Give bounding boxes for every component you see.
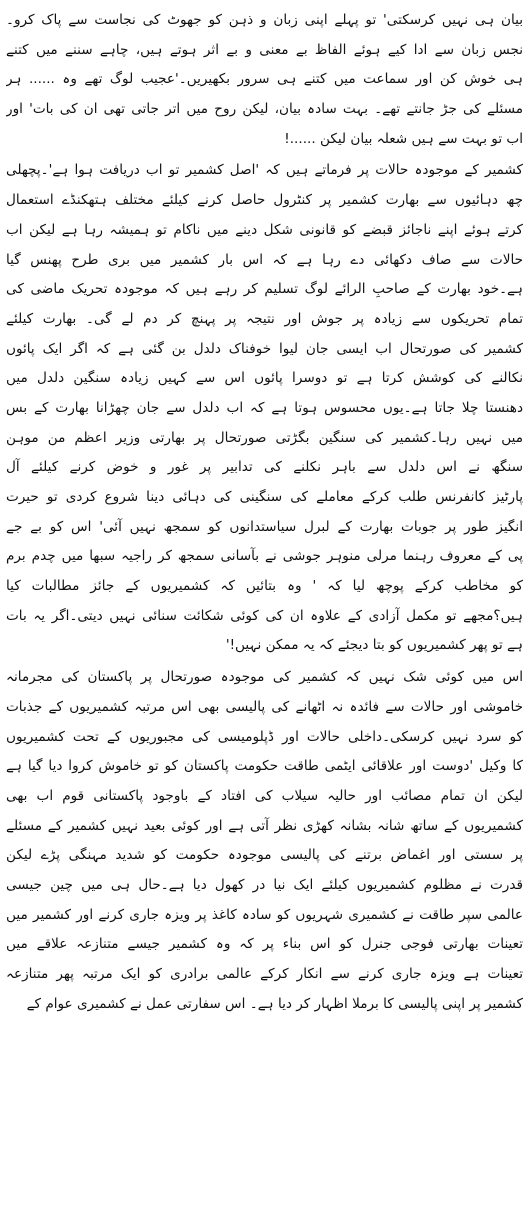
text-line: کشمیر کی صورتحال اب ایسی جان لیوا خوفناک دلدل بن گئی ہے کہ اگر ایک پائوں [6, 340, 523, 357]
text-line: دھنستا چلا جاتا ہے۔یوں محسوس ہوتا ہے کہ اب دلدل سے جان چھڑانا بھارت کے بس [6, 399, 523, 416]
text-line: بیان ہی نہیں کرسکتی' تو پہلے اپنی زبان و ذہن کو جھوٹ کی نجاست سے پاک کرو۔ [6, 12, 523, 28]
text-line: نجس زبان سے ادا کیے ہوئے الفاظ بے معنی و بے اثر ہوتے ہیں، چاہے سننے میں کتنے [6, 41, 523, 58]
text-line: تمام تحریکوں سے زیادہ پر جوش اور نتیجہ پر پہنچ کر دم لے گی۔ بھارت کیلئے [6, 310, 523, 327]
text-line: پارٹیز کانفرنس طلب کرکے معاملے کی سنگینی کی دہائی دینا شروع کردی تو حیرت [6, 489, 523, 505]
article-paragraph [6, 663, 523, 1019]
article-paragraph [6, 156, 523, 661]
text-line: میں نہیں رہا۔کشمیر کی سنگین بگڑتی صورتحال پر بھارتی وزیر اعظم من موہن [6, 429, 523, 446]
text-line: چھ دہائیوں سے بھارت کشمیر پر کنٹرول حاصل کرنے کیلئے مختلف ہتھکنڈے استعمال [6, 192, 523, 209]
text-line: خاموشی اور حالات سے فائدہ نہ اٹھانے کی پالیسی بھی اس مرتبہ کشمیریوں کے جذبات [6, 698, 523, 715]
text-line: ہیں؟مجھے تو مکمل آزادی کے علاوہ ان کی کوئی شکائت سنائی نہیں دیتی۔اگر یہ بات [6, 607, 523, 624]
text-line: لیکن ان تمام مصائب اور حالیہ سیلاب کی افتاد کے باوجود پاکستانی قوم اب بھی [6, 787, 523, 804]
text-line: کشمیر کے موجودہ حالات پر فرماتے ہیں کہ 'اصل کشمیر تو اب دریافت ہوا ہے'۔پچھلی [6, 162, 523, 179]
text-line: ہے۔خود بھارت کے صاحبِ الرائے لوگ تسلیم کر رہے ہیں کہ موجودہ تحریک ماضی کی [6, 281, 523, 298]
text-line: قدرت نے مظلوم کشمیریوں کیلئے ایک نیا در کھول دیا ہے۔حال ہی میں چین جیسی [6, 876, 523, 893]
text-line: اب تو بہت سے ہیں شعلہ بیان لیکن ......! [284, 130, 523, 147]
text-line: کرتے ہوئے اپنے ناجائز قبضے کو قانونی شکل دینے میں ناکام تو ہمیشہ رہا ہے لیکن اب [6, 221, 523, 238]
text-line: تعینات ہے ویزہ جاری کرنے سے انکار کرکے عالمی برادری کو ایک مرتبہ پھر متنازعہ [6, 966, 523, 982]
text-line: حالات سے صاف دکھائی دے رہا ہے کہ اس بار کشمیر میں بری طرح پھنس گیا [6, 251, 523, 268]
text-line: کشمیر پر اپنی پالیسی کا برملا اظہار کر دیا ہے۔ اس سفارتی عمل نے کشمیری عوام کے [26, 995, 523, 1012]
text-line: ہے تو پھر کشمیریوں کو بتا دیجئے کہ یہ ممکن نہیں!' [225, 637, 523, 654]
article-body [6, 6, 523, 1019]
text-line: کو مخاطب کرکے پوچھ لیا کہ ' وہ بتائیں کہ کشمیریوں کے جائز مطالبات کیا [6, 578, 523, 595]
text-line: ہی خوش کن اور سماعت میں کتنے ہی سرور بکھیریں۔'عجیب لوگ تھے وہ ...... ہر [6, 71, 523, 88]
text-line: نکالنے کی کوشش کرتا ہے تو دوسرا پائوں اس سے کہیں زیادہ سنگین دلدل میں [6, 370, 523, 387]
text-line: کشمیریوں کے ساتھ شانہ بشانہ کھڑی نظر آتی ہے اور کوئی بعید نہیں کشمیر کے مسئلے [6, 817, 523, 834]
text-line: سنگھ نے اس دلدل سے باہر نکلنے کی تدابیر پر غور و خوض کرنے کیلئے آل [6, 459, 523, 476]
text-line: انگیز طور پر جوبات بھارت کے لبرل سیاستدانوں کو سمجھ نہیں آئی' اس کو بے جے [6, 518, 523, 535]
article-page [6, 6, 523, 1203]
text-line: کو سرد نہیں کرسکی۔داخلی حالات اور ڈپلومیسی کی مجبوریوں کے تحت کشمیریوں [6, 728, 523, 745]
text-line: اس میں کوئی شک نہیں کہ کشمیر کی موجودہ صورتحال پر پاکستان کی مجرمانہ [6, 669, 523, 686]
text-line: پر سستی اور اغماض برتنے کی پالیسی موجودہ حکومت کو شدید مہنگی پڑے لیکن [6, 847, 523, 864]
article-paragraph [6, 6, 523, 154]
text-line: کا وکیل 'دوست اور علاقائی ایٹمی طاقت حکومت پاکستان کو تو خاموش کروا دیا گیا ہے [6, 758, 523, 775]
text-line: پی کے معروف رہنما مرلی منوہر جوشی نے بآسانی سمجھ کر راجیہ سبھا میں چدم برم [6, 548, 523, 565]
text-line: تعینات بھارتی فوجی جنرل کو اس بناء پر کہ وہ کشمیر جیسے متنازعہ علاقے میں [6, 936, 523, 953]
text-line: مسئلے کی جڑ جانتے تھے۔ بہت سادہ بیان، لیکن روح میں اتر جاتی تھی ان کی بات' اور [6, 101, 523, 118]
text-line: عالمی سپر طاقت نے کشمیری شہریوں کو سادہ کاغذ پر ویزہ جاری کرنے اور کشمیر میں [6, 906, 523, 923]
